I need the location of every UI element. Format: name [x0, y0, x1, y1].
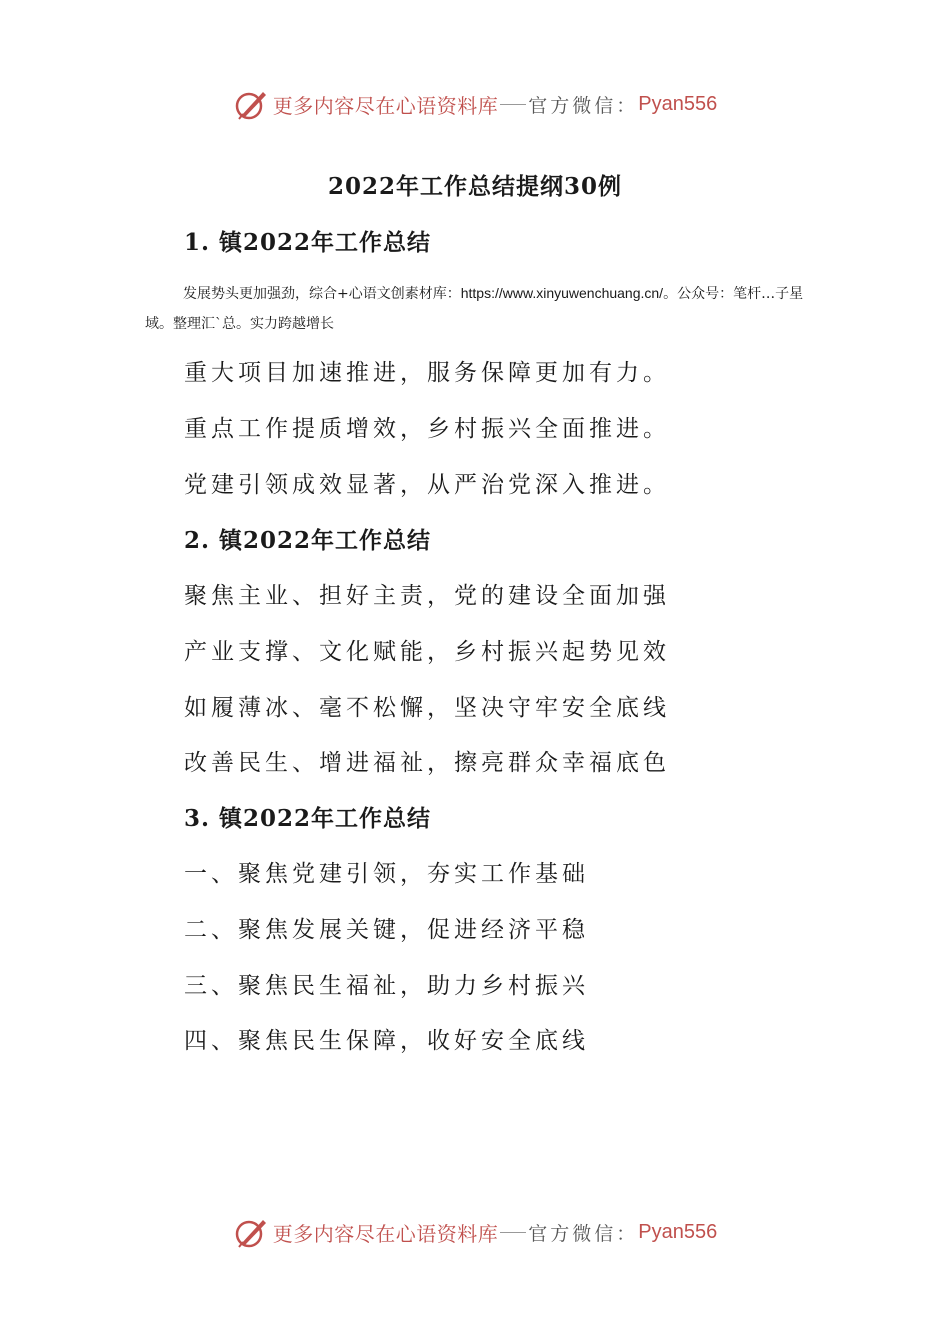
- section-heading-1: 1. 镇2022年工作总结: [184, 229, 432, 256]
- watermark-text: 更多内容尽在心语资料库: [272, 1221, 499, 1246]
- section-1-item: 党建引领成效显著，从严治党深入推进。: [184, 472, 670, 498]
- watermark-dash: [500, 104, 526, 105]
- watermark-label: 官方微信：: [528, 94, 639, 117]
- section-1-item: 重大项目加速推进，服务保障更加有力。: [184, 360, 670, 386]
- quill-logo-icon: [233, 1214, 269, 1250]
- section-1-item: 重点工作提质增效，乡村振兴全面推进。: [184, 416, 670, 442]
- section-3-item: 一、聚焦党建引领，夯实工作基础: [184, 861, 589, 887]
- header-watermark: [0, 84, 950, 124]
- intro-text-before: 发展势头更加强劲，综合+心语文创素材库：: [183, 286, 461, 302]
- watermark-label: 官方微信：: [528, 1222, 639, 1245]
- section-3-item: 三、聚焦民生福祉，助力乡村振兴: [184, 973, 589, 999]
- section-3-item: 二、聚焦发展关键，促进经济平稳: [184, 917, 589, 943]
- section-2-item: 产业支撑、文化赋能，乡村振兴起势见效: [184, 639, 670, 665]
- intro-text-after: 。公众号：笔杆…子星域。整理汇`总。实力跨越增长: [145, 286, 804, 332]
- quill-logo-icon: [233, 86, 269, 122]
- section-2-item: 如履薄冰、毫不松懈，坚决守牢安全底线: [184, 695, 670, 721]
- watermark-dash: [500, 1232, 526, 1233]
- document-title: 2022年工作总结提纲30例: [327, 173, 623, 200]
- watermark-id: Pyan556: [638, 92, 718, 115]
- section-heading-3: 3. 镇2022年工作总结: [184, 805, 432, 832]
- section-2-item: 聚焦主业、担好主责，党的建设全面加强: [184, 583, 670, 609]
- section-heading-2: 2. 镇2022年工作总结: [184, 527, 432, 554]
- footer-watermark: [0, 1212, 950, 1252]
- section-2-item: 改善民生、增进福祉，擦亮群众幸福底色: [184, 750, 670, 776]
- intro-paragraph: [145, 278, 805, 339]
- section-3-item: 四、聚焦民生保障，收好安全底线: [184, 1028, 589, 1054]
- watermark-id: Pyan556: [638, 1220, 718, 1243]
- intro-url: https://www.xinyuwenchuang.cn/: [460, 285, 664, 301]
- watermark-text: 更多内容尽在心语资料库: [272, 93, 499, 118]
